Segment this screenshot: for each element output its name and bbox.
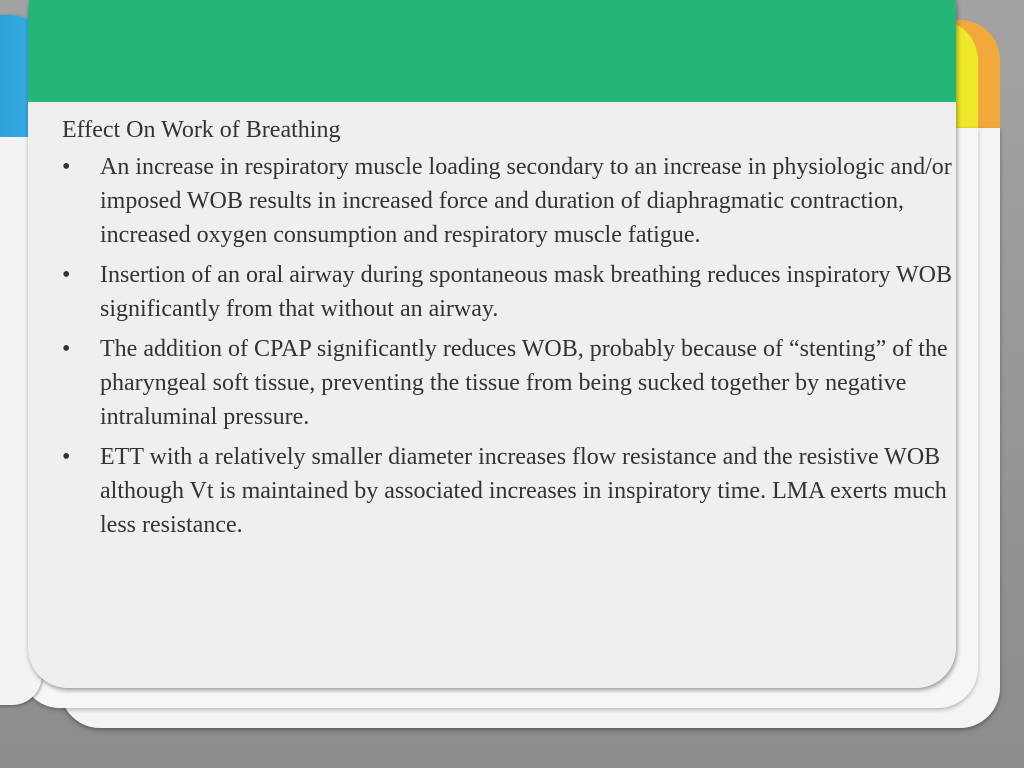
bullet-list [62, 150, 962, 542]
bullet-item [62, 440, 962, 542]
bullet-item [62, 332, 962, 434]
bullet-text: The addition of CPAP significantly reduces WOB, probably because of “stenting” of the pharyngeal soft tissue, preventing the tissue from being sucked together by negative intraluminal pressure. [100, 336, 948, 430]
green-header-band [28, 0, 956, 102]
bullet-item [62, 150, 962, 252]
slide-title: Effect On Work of Breathing [62, 117, 341, 143]
slide-content [62, 114, 962, 548]
bullet-marker: • [62, 444, 71, 470]
bullet-marker: • [62, 154, 71, 180]
bullet-item [62, 258, 962, 326]
bullet-marker: • [62, 336, 71, 362]
bullet-text: An increase in respiratory muscle loading secondary to an increase in physiologic and/or imposed WOB results in increased force and duration of diaphragmatic contraction, increased oxygen consumption and respiratory muscle fatigue. [100, 154, 952, 248]
bullet-text: ETT with a relatively smaller diameter increases flow resistance and the resistive WOB although Vt is maintained by associated increases in inspiratory time. LMA exerts much less resistance. [100, 444, 947, 538]
bullet-text: Insertion of an oral airway during spontaneous mask breathing reduces inspiratory WOB significantly from that without an airway. [100, 262, 952, 322]
bullet-marker: • [62, 262, 71, 288]
